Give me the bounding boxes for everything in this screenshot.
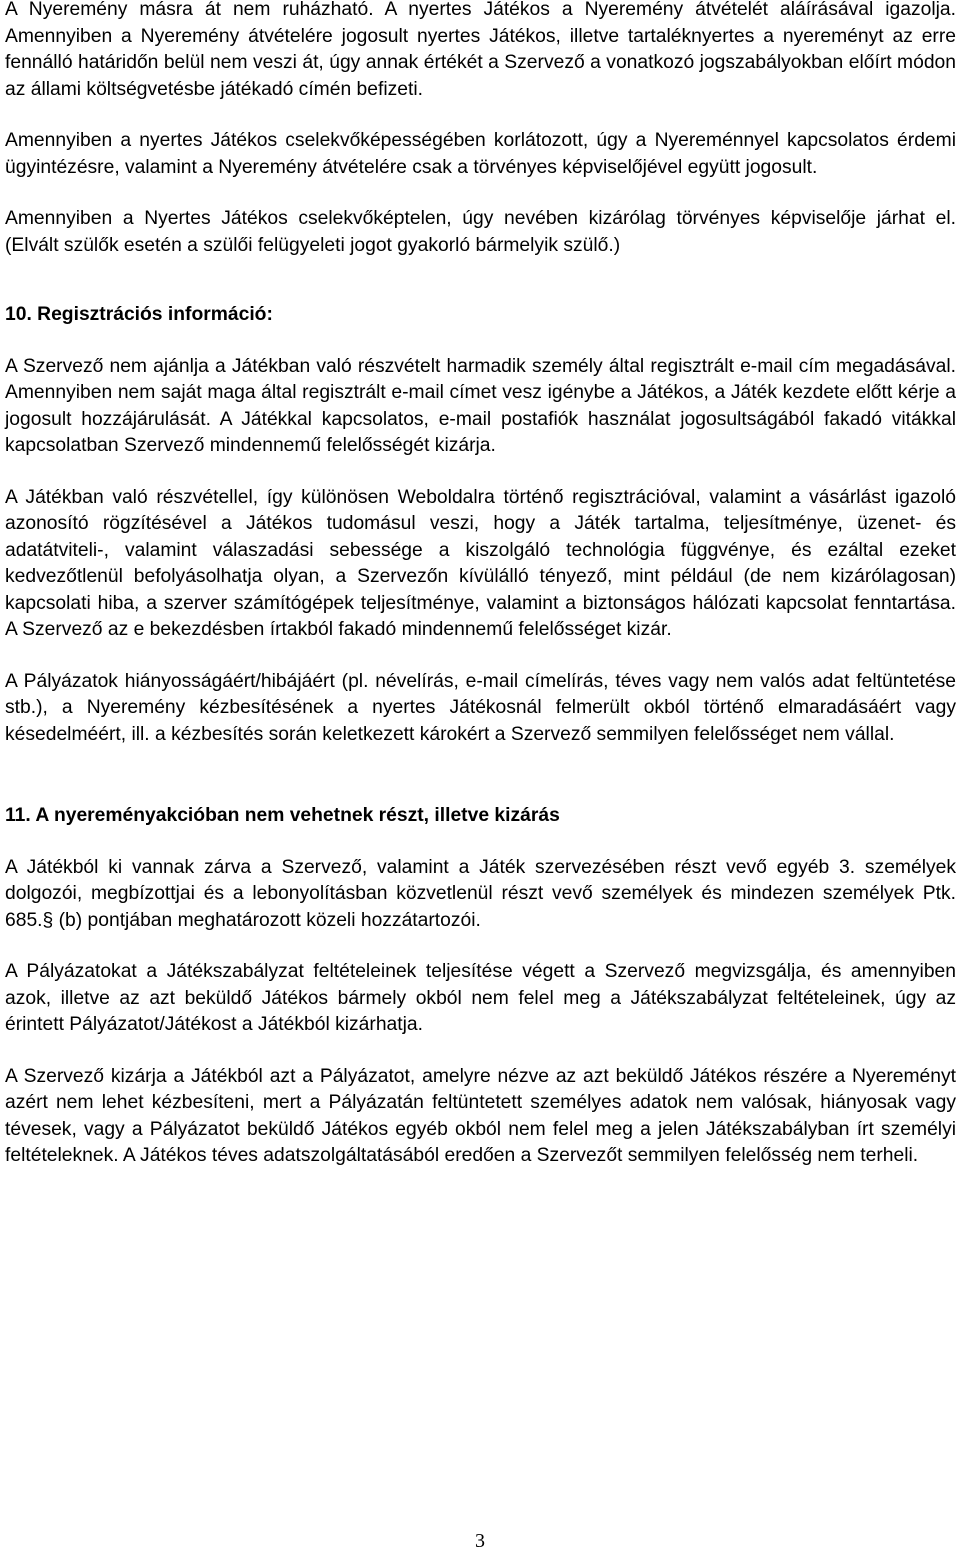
paragraph-prize-transfer: A Nyeremény másra át nem ruházható. A nyertes Játékos a Nyeremény átvételét aláírásával igazolja. Amennyiben a Nyeremény átvételére jogosult nyertes Játékos, illetve tartaléknyertes a nyereményt az erre fennálló határidőn belül nem veszi át, úgy annak értékét a Szervező a vonatkozó jogszabályokban előírt módon az állami költségvetésbe játékadó címén befizeti. xyxy=(5,0,956,100)
section-10-heading: 10. Regisztrációs információ: xyxy=(5,304,273,325)
paragraph-submission-errors: A Pályázatok hiányosságáért/hibájáért (pl. névelírás, e-mail címelírás, téves vagy nem valós adat feltüntetése stb.), a Nyeremény kézbesítésének a nyertes Játékosnál felmerült okból történő elmaradásáért vagy késedelméért, ill. a kézbesítés során keletkezett károkért a Szervező semmilyen felelősséget nem vállal. xyxy=(5,670,956,745)
paragraph-limited-capacity: Amennyiben a nyertes Játékos cselekvőképességében korlátozott, úgy a Nyereménnyel kapcsolatos érdemi ügyintézésre, valamint a Nyeremény átvételére csak a törvényes képviselőjével együtt jogosult. xyxy=(5,130,956,178)
paragraph-technology-liability: A Játékban való részvétellel, így különösen Weboldalra történő regisztrációval, valamint a vásárlást igazoló azonosító rögzítésével a Játékos tudomásul veszi, hogy a Játék tartalma, teljesítménye, üzenet- és adatátviteli-, valamint válaszadási sebessége a kiszolgáló technológia függvénye, és ezáltal ezeket kedvezőtlenül befolyásolhatja olyan, a Szervezőn kívülálló tényező, mint például (de nem kizárólagosan) kapcsolati hiba, a szerver számítógépek teljesítménye, valamint a biztonságos hálózati kapcsolat fenntartása. A Szervező az e bekezdésben írtakból fakadó mindennemű felelősséget kizár. xyxy=(5,486,956,640)
paragraph-registration-email: A Szervező nem ajánlja a Játékban való részvételt harmadik személy által regisztrált e-mail cím megadásával. Amennyiben nem saját maga által regisztrált e-mail címet vesz igénybe a Játékos, a Játék kezdete előtt kérje a jogosult hozzájárulását. A Játékkal kapcsolatos, e-mail postafiók használat jogosultságából fakadó vitákkal kapcsolatban Szervező mindennemű felelősségét kizárja. xyxy=(5,355,956,456)
paragraph-submission-review: A Pályázatokat a Játékszabályzat feltételeinek teljesítése végett a Szervező megvizsgálja, és amennyiben azok, illetve az azt beküldő Játékos bármely okból nem felel meg a Játékszabályzat feltételeinek, úgy az érintett Pályázatot/Játékost a Játékból kizárhatja. xyxy=(5,961,956,1035)
paragraph-incapacity: Amennyiben a Nyertes Játékos cselekvőképtelen, úgy nevében kizárólag törvényes képviselője járhat el. (Elvált szülők esetén a szülői felügyeleti jogot gyakorló bármelyik szülő.) xyxy=(5,208,956,256)
paragraph-exclusion-delivery: A Szervező kizárja a Játékból azt a Pályázatot, amelyre nézve az azt beküldő Játékos részére a Nyereményt azért nem lehet kézbesíteni, mert a Pályázatán feltüntetett személyes adatok nem valósak, hiányosak vagy tévesek, vagy a Pályázatot beküldő Játékos egyéb okból nem felel meg a jelen Játékszabályban írt személyi feltételeknek. A Játékos téves adatszolgáltatásából eredően a Szervezőt semmilyen felelősség nem terheli. xyxy=(5,1065,956,1166)
section-11-heading: 11. A nyereményakcióban nem vehetnek részt, illetve kizárás xyxy=(5,805,560,826)
paragraph-excluded-persons: A Játékból ki vannak zárva a Szervező, valamint a Játék szervezésében részt vevő egyéb 3. személyek dolgozói, megbízottjai és a lebonyolításban közvetlenül részt vevő személyek és mindezen személyek Ptk. 685.§ (b) pontjában meghatározott közeli hozzátartozói. xyxy=(5,856,956,931)
document-page xyxy=(5,0,956,1170)
page-number: 3 xyxy=(475,1530,485,1552)
